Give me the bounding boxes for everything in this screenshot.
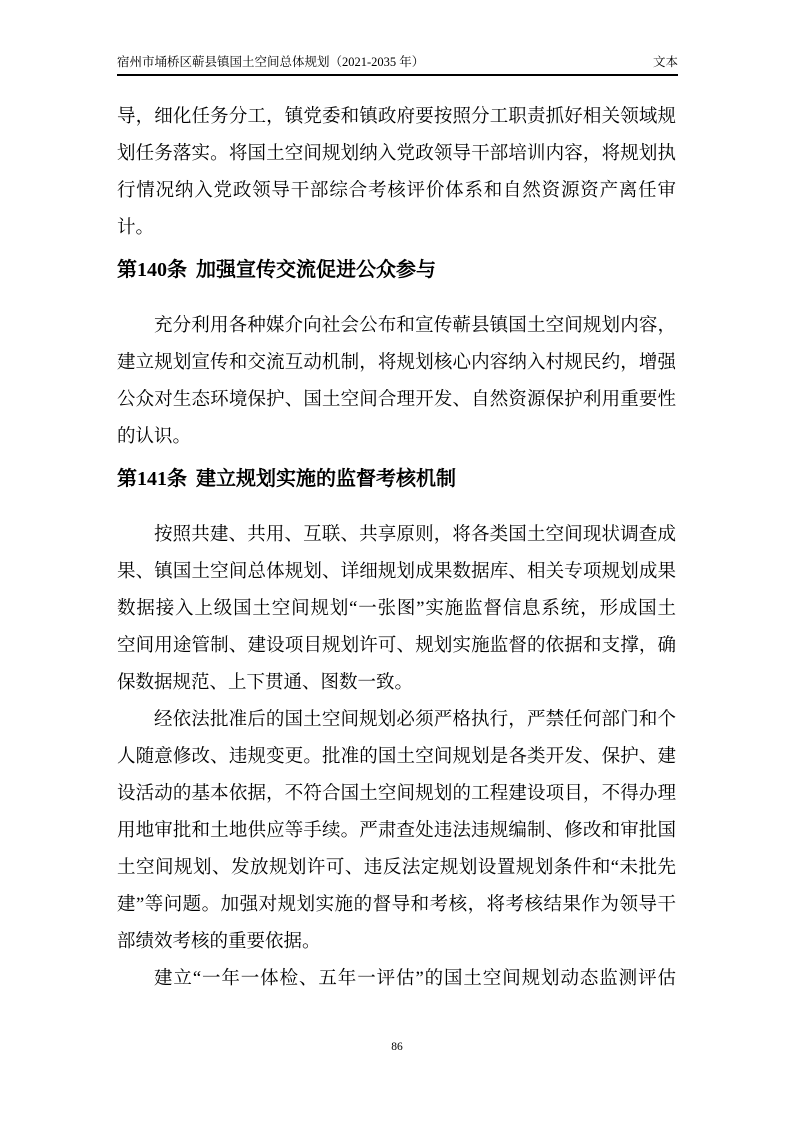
text-line: 果、镇国土空间总体规划、详细规划成果数据库、相关专项规划成果	[117, 562, 676, 582]
text-line: 部绩效考核的重要依据。	[117, 932, 321, 952]
page-footer	[0, 1040, 794, 1054]
text-line: 公众对生态环境保护、国土空间合理开发、自然资源保护利用重要性	[117, 390, 676, 410]
page-number: 86	[391, 1041, 403, 1053]
text-line: 建立规划宣传和交流互动机制，将规划核心内容纳入村规民约，增强	[117, 353, 676, 373]
body-paragraph	[117, 517, 676, 702]
body-paragraph	[117, 961, 676, 998]
text-line: 空间用途管制、建设项目规划许可、规划实施监督的依据和支撑，确	[117, 636, 676, 656]
text-line: 充分利用各种媒介向社会公布和宣传蕲县镇国土空间规划内容，	[154, 316, 676, 336]
header-section-label: 文本	[652, 55, 678, 69]
text-line: 建”等问题。加强对规划实施的督导和考核，将考核结果作为领导干	[117, 895, 676, 915]
document-body	[117, 0, 676, 998]
text-line: 经依法批准后的国土空间规划必须严格执行，严禁任何部门和个	[154, 710, 676, 730]
body-paragraph	[117, 308, 676, 456]
article-number: 第140条	[117, 259, 187, 281]
text-line: 行情况纳入党政领导干部综合考核评价体系和自然资源资产离任审	[117, 181, 676, 201]
article-number: 第141条	[117, 468, 187, 490]
text-line: 土空间规划、发放规划许可、违反法定规划设置规划条件和“未批先	[117, 858, 676, 878]
text-line: 建立“一年一体检、五年一评估”的国土空间规划动态监测评估	[154, 969, 676, 989]
text-line: 保数据规范、上下贯通、图数一致。	[117, 673, 414, 693]
text-line: 数据接入上级国土空间规划“一张图”实施监督信息系统，形成国土	[117, 599, 676, 619]
text-line: 人随意修改、违规变更。批准的国土空间规划是各类开发、保护、建	[117, 747, 676, 767]
text-line: 设活动的基本依据，不符合国土空间规划的工程建设项目，不得办理	[117, 784, 676, 804]
body-paragraph	[117, 99, 676, 247]
text-line: 按照共建、共用、互联、共享原则，将各类国土空间现状调查成	[154, 525, 676, 545]
article-title: 加强宣传交流促进公众参与	[196, 259, 436, 281]
article-heading	[117, 461, 676, 498]
body-paragraph	[117, 702, 676, 961]
article-title: 建立规划实施的监督考核机制	[196, 468, 456, 490]
text-line: 用地审批和土地供应等手续。严肃查处违法违规编制、修改和审批国	[117, 821, 676, 841]
article-heading	[117, 252, 676, 289]
text-line: 导，细化任务分工，镇党委和镇政府要按照分工职责抓好相关领域规	[117, 107, 676, 127]
header-document-title: 宿州市埇桥区蕲县镇国土空间总体规划（2021-2035 年）	[117, 55, 425, 69]
text-line: 计。	[117, 218, 155, 238]
text-line: 的认识。	[117, 427, 192, 447]
text-line: 划任务落实。将国土空间规划纳入党政领导干部培训内容，将规划执	[117, 144, 676, 164]
